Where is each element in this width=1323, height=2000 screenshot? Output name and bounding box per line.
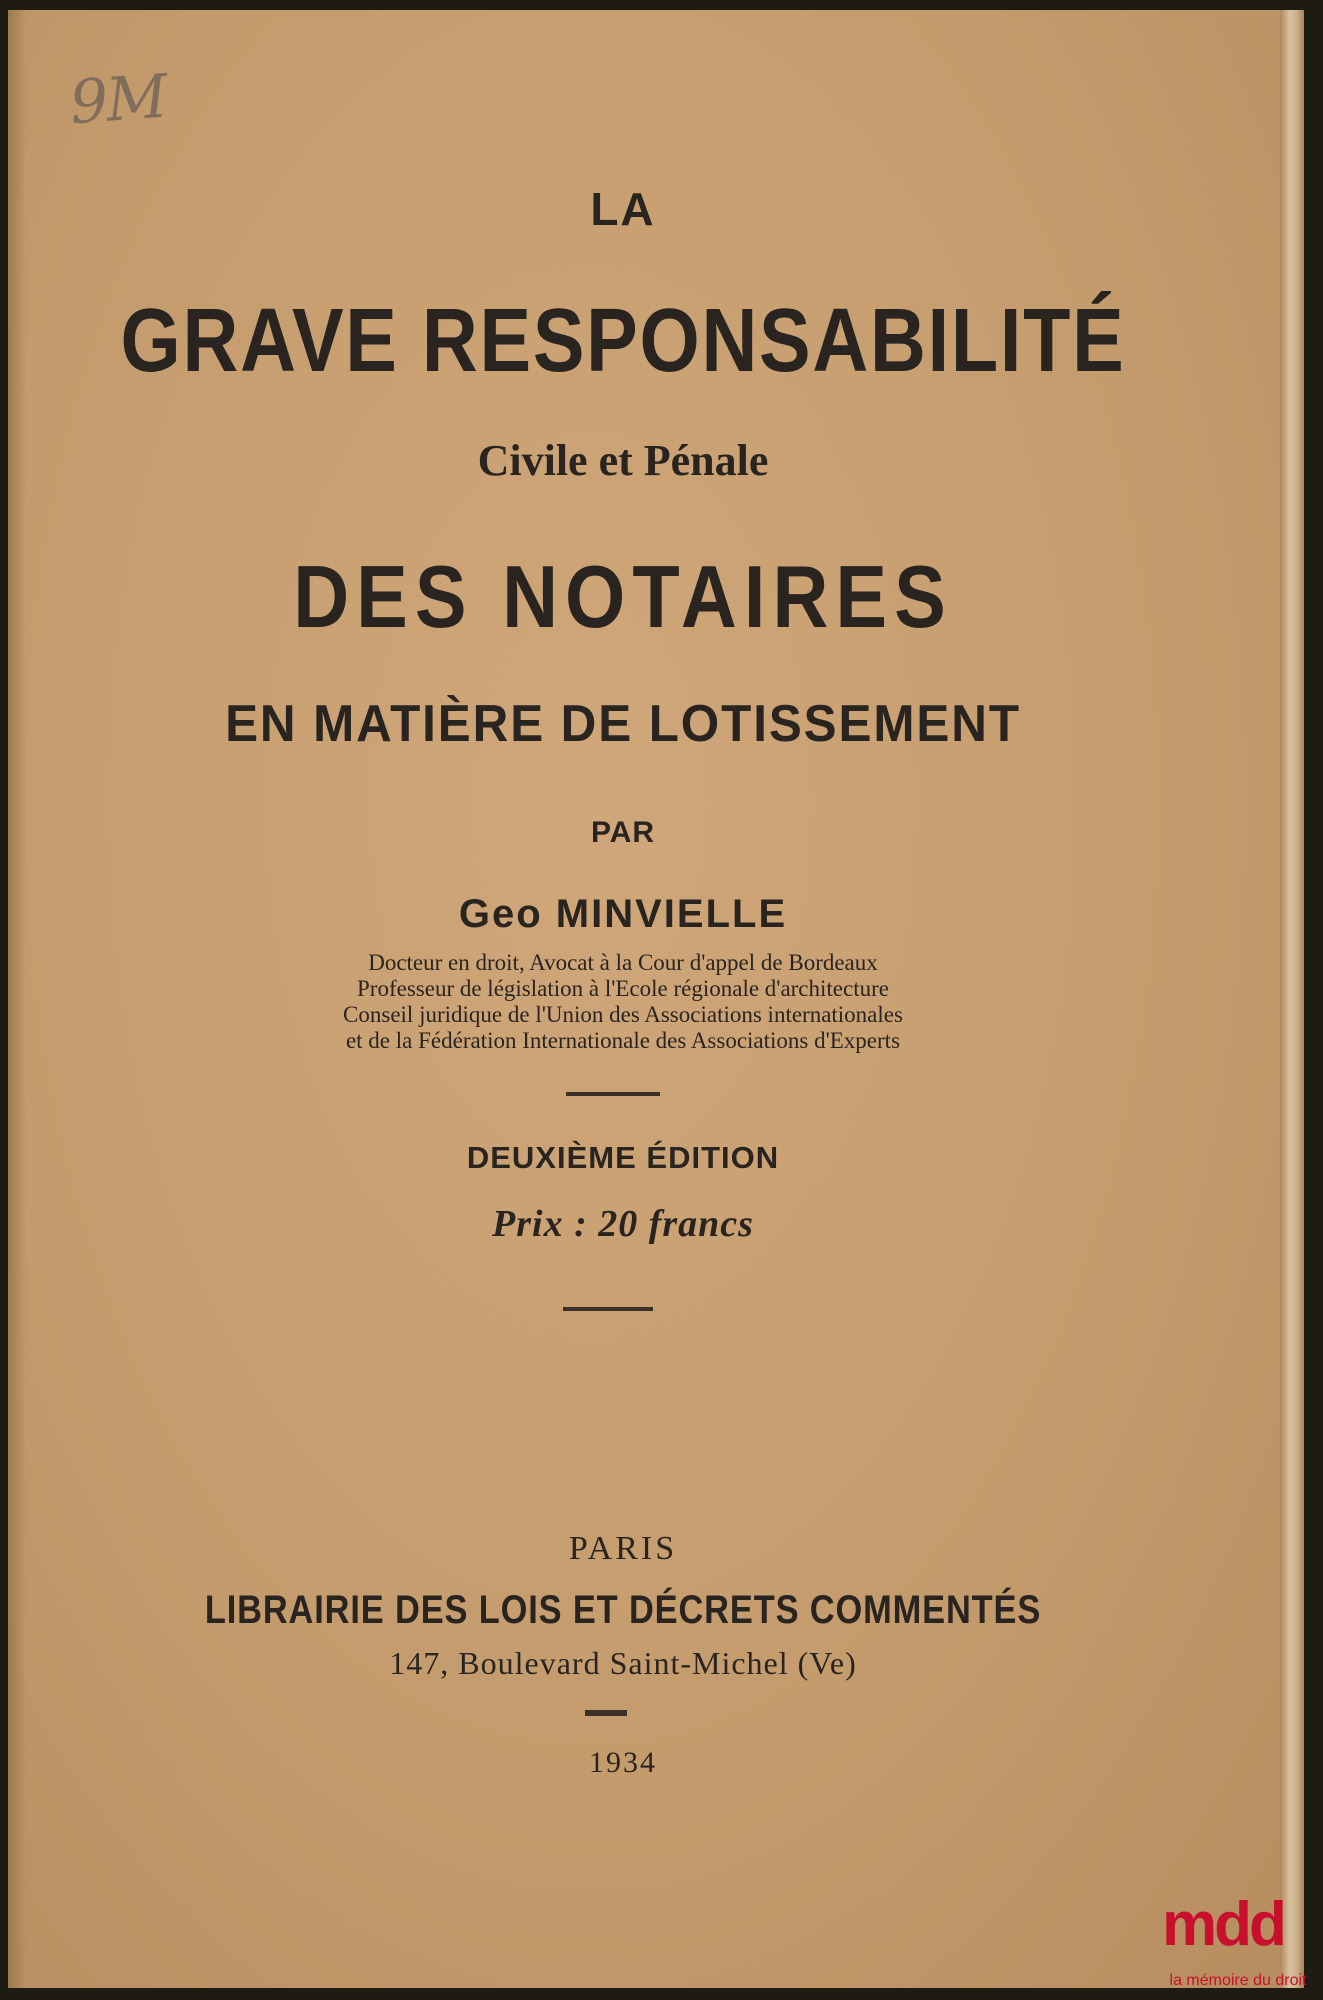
title-article: LA [590, 183, 656, 235]
edition-label: DEUXIÈME ÉDITION [466, 1140, 780, 1175]
divider-rule [585, 1710, 627, 1716]
divider-rule [566, 1092, 660, 1096]
publication-year: 1934 [589, 1746, 657, 1779]
title-scope: EN MATIÈRE DE LOTISSEMENT [225, 695, 1021, 753]
book-cover [8, 10, 1304, 1988]
author-credential: Conseil juridique de l'Union des Associations internationales [343, 1002, 903, 1027]
author-credential: Professeur de législation à l'Ecole régionale d'architecture [357, 976, 889, 1001]
publisher-name: LIBRAIRIE DES LOIS ET DÉCRETS COMMENTÉS [204, 1588, 1042, 1632]
divider-rule [563, 1307, 653, 1311]
author-credential: Docteur en droit, Avocat à la Cour d'appel de Bordeaux [368, 950, 878, 975]
author-name: Geo MINVIELLE [458, 892, 788, 936]
watermark-letters: mdd [1162, 1890, 1284, 1959]
author-by: PAR [590, 816, 656, 849]
title-qualifier: Civile et Pénale [477, 436, 769, 485]
watermark-caption: la mémoire du droit [1169, 1972, 1307, 1989]
author-credential: et de la Fédération Internationale des Associations d'Experts [345, 1028, 901, 1053]
publisher-city: PARIS [568, 1530, 678, 1567]
title-subject: DES NOTAIRES [293, 547, 953, 646]
publisher-address: 147, Boulevard Saint-Michel (Ve) [389, 1645, 857, 1681]
title-main: GRAVE RESPONSABILITÉ [120, 291, 1126, 391]
page-edges [1280, 10, 1304, 1988]
handwritten-mark: 9M [67, 61, 168, 139]
edition-price: Prix : 20 francs [492, 1203, 754, 1245]
watermark-logo [1158, 1888, 1318, 1998]
